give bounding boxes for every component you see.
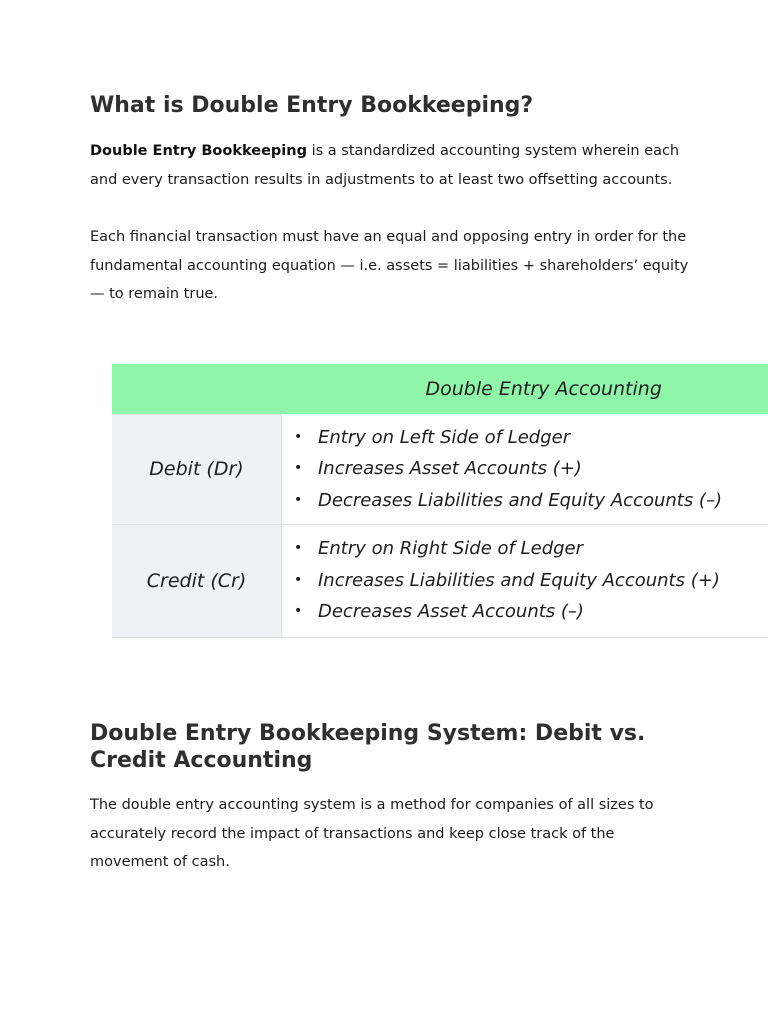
page-title: What is Double Entry Bookkeeping? xyxy=(90,93,534,118)
intro-paragraph xyxy=(90,137,690,194)
credit-item-text: Increases Liabilities and Equity Accounts (+) xyxy=(318,569,720,591)
list-item xyxy=(294,422,768,454)
credit-items-list xyxy=(294,533,768,628)
table-header-row xyxy=(112,364,768,414)
list-item xyxy=(294,453,768,485)
debit-item-text: Decreases Liabilities and Equity Accounts (–) xyxy=(318,489,722,511)
table-header-title: Double Entry Accounting xyxy=(282,364,768,414)
bullet-icon: • xyxy=(294,540,303,557)
debit-items-cell xyxy=(282,414,768,524)
system-paragraph: The double entry accounting system is a method for companies of all sizes to accurately record the impact of transactions and keep close track of the movement of cash. xyxy=(90,797,654,871)
bullet-icon: • xyxy=(294,603,303,620)
list-item xyxy=(294,596,768,628)
table-header-blank xyxy=(112,364,282,414)
credit-label: Credit (Cr) xyxy=(112,524,282,637)
debit-item-text: Increases Asset Accounts (+) xyxy=(318,458,582,479)
debit-items-list xyxy=(294,422,768,517)
intro-bold-term: Double Entry Bookkeeping xyxy=(90,143,307,159)
list-item xyxy=(294,533,768,565)
intro-text: is a standardized accounting system wherein each and every transaction results in adjustments to at least two offsetting accounts. xyxy=(90,143,680,188)
bullet-icon: • xyxy=(294,571,303,588)
debit-item-text: Entry on Left Side of Ledger xyxy=(318,426,571,448)
debit-label: Debit (Dr) xyxy=(112,414,282,524)
section-heading: Double Entry Bookkeeping System: Debit vs. Credit Accounting xyxy=(90,721,646,773)
credit-items-cell xyxy=(282,524,768,637)
list-item xyxy=(294,485,768,517)
list-item xyxy=(294,565,768,597)
credit-item-text: Decreases Asset Accounts (–) xyxy=(318,601,584,623)
bullet-icon: • xyxy=(294,491,303,508)
double-entry-table xyxy=(112,364,768,638)
table-row-credit xyxy=(112,524,768,637)
bullet-icon: • xyxy=(294,428,303,445)
bullet-icon: • xyxy=(294,460,303,476)
equation-paragraph: Each financial transaction must have an equal and opposing entry in order for the fundamental accounting equation — i.e. assets = liabilities + shareholders’ equity — to remain true. xyxy=(90,229,689,303)
table-row-debit xyxy=(112,414,768,524)
credit-item-text: Entry on Right Side of Ledger xyxy=(318,538,584,560)
